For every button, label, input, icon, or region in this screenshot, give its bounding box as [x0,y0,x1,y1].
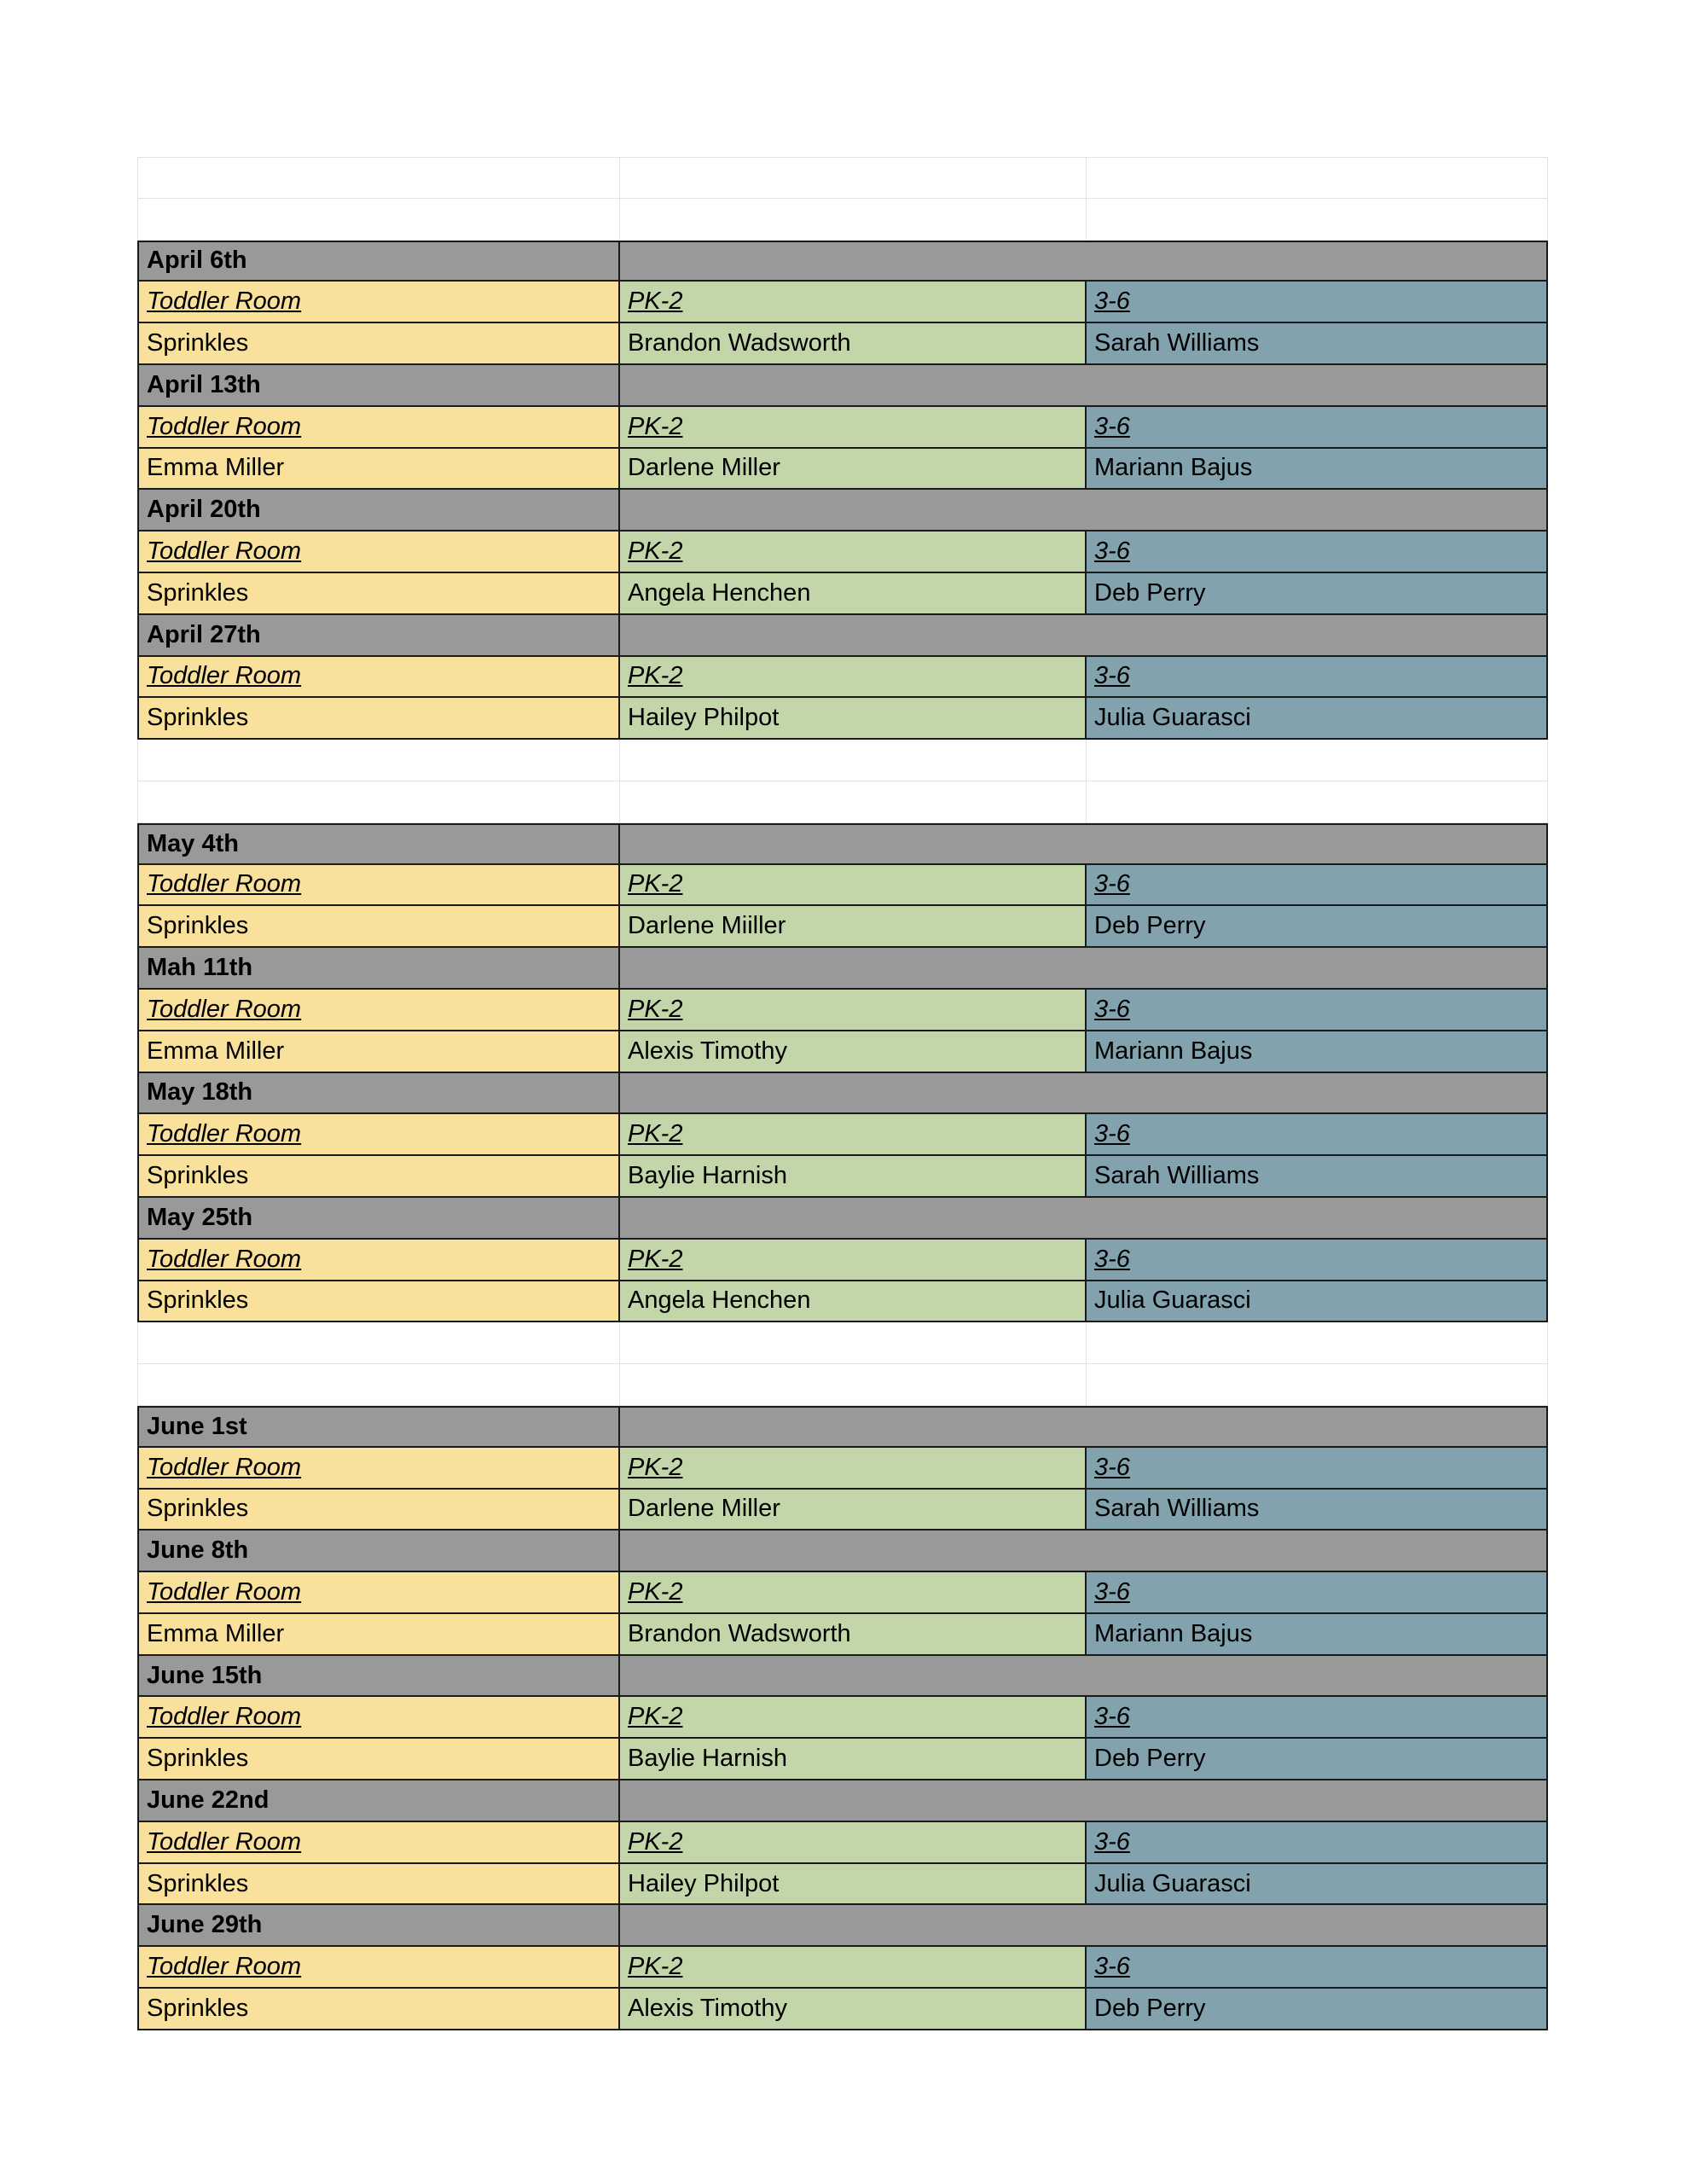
empty-cell[interactable] [620,1322,1087,1364]
pk2-volunteer-cell[interactable]: Brandon Wadsworth [620,1614,1087,1656]
pk2-label[interactable]: PK-2 [620,407,1087,449]
toddler-room-label[interactable]: Toddler Room [137,282,620,323]
toddler-volunteer-cell[interactable]: Emma Miller [137,1031,620,1073]
toddler-room-label[interactable]: Toddler Room [137,407,620,449]
grade36-label[interactable]: 3-6 [1087,1697,1548,1739]
week-date-row [137,948,1548,990]
pk2-volunteer-cell[interactable]: Darlene Miller [620,449,1087,491]
empty-cell[interactable] [137,781,620,823]
grade36-volunteer-cell[interactable]: Mariann Bajus [1087,449,1548,491]
pk2-volunteer-cell[interactable]: Brandon Wadsworth [620,323,1087,365]
toddler-room-label[interactable]: Toddler Room [137,1822,620,1864]
empty-cell[interactable] [137,740,620,781]
toddler-volunteer-cell[interactable]: Sprinkles [137,1989,620,2030]
week-date-cell[interactable]: April 6th [137,241,620,282]
room-label-row [137,657,1548,699]
volunteer-row [137,1989,1548,2030]
grade36-label[interactable]: 3-6 [1087,1572,1548,1614]
grade36-label[interactable]: 3-6 [1087,1114,1548,1156]
room-label-row [137,282,1548,323]
pk2-label[interactable]: PK-2 [620,1114,1087,1156]
grade36-volunteer-cell[interactable]: Mariann Bajus [1087,1614,1548,1656]
room-label-row [137,1822,1548,1864]
week-date-cell[interactable]: June 8th [137,1531,620,1572]
merged-header-cell[interactable] [620,1656,1548,1698]
pk2-label[interactable]: PK-2 [620,282,1087,323]
empty-row [137,740,1548,781]
pk2-volunteer-cell[interactable]: Hailey Philpot [620,1864,1087,1906]
week-date-cell[interactable]: June 22nd [137,1780,620,1822]
merged-header-cell[interactable] [620,1531,1548,1572]
empty-cell[interactable] [1087,781,1548,823]
volunteer-row [137,1490,1548,1531]
grade36-volunteer-cell[interactable]: Deb Perry [1087,906,1548,948]
grade36-label[interactable]: 3-6 [1087,990,1548,1031]
toddler-room-label[interactable]: Toddler Room [137,1572,620,1614]
volunteer-row [137,323,1548,365]
pk2-volunteer-cell[interactable]: Darlene Miller [620,1490,1087,1531]
merged-header-cell[interactable] [620,490,1548,531]
empty-cell[interactable] [1087,1364,1548,1406]
toddler-volunteer-cell[interactable]: Sprinkles [137,906,620,948]
pk2-label[interactable]: PK-2 [620,865,1087,907]
room-label-row [137,990,1548,1031]
grade36-volunteer-cell[interactable]: Sarah Williams [1087,1490,1548,1531]
week-date-row [137,1406,1548,1448]
empty-cell[interactable] [620,740,1087,781]
week-date-cell[interactable]: June 15th [137,1656,620,1698]
room-label-row [137,1114,1548,1156]
week-date-row [137,823,1548,865]
merged-header-cell[interactable] [620,615,1548,657]
week-date-row [137,1531,1548,1572]
empty-cell[interactable] [137,199,620,241]
empty-cell[interactable] [620,781,1087,823]
toddler-volunteer-cell[interactable]: Sprinkles [137,1864,620,1906]
grade36-label[interactable]: 3-6 [1087,282,1548,323]
toddler-volunteer-cell[interactable]: Sprinkles [137,1156,620,1198]
week-date-row [137,365,1548,407]
week-date-row [137,1905,1548,1947]
week-date-cell[interactable]: Mah 11th [137,948,620,990]
schedule-table [137,157,1548,2030]
pk2-label[interactable]: PK-2 [620,1448,1087,1490]
volunteer-row [137,449,1548,491]
toddler-volunteer-cell[interactable]: Sprinkles [137,1281,620,1323]
grade36-volunteer-cell[interactable]: Mariann Bajus [1087,1031,1548,1073]
pk2-volunteer-cell[interactable]: Baylie Harnish [620,1156,1087,1198]
pk2-label[interactable]: PK-2 [620,657,1087,699]
pk2-label[interactable]: PK-2 [620,1822,1087,1864]
empty-cell[interactable] [1087,157,1548,199]
merged-header-cell[interactable] [620,1073,1548,1115]
toddler-volunteer-cell[interactable]: Emma Miller [137,1614,620,1656]
volunteer-row [137,1031,1548,1073]
toddler-room-label[interactable]: Toddler Room [137,990,620,1031]
grade36-label[interactable]: 3-6 [1087,657,1548,699]
grade36-volunteer-cell[interactable]: Deb Perry [1087,1989,1548,2030]
empty-cell[interactable] [1087,1322,1548,1364]
merged-header-cell[interactable] [620,1905,1548,1947]
toddler-room-label[interactable]: Toddler Room [137,1947,620,1989]
grade36-label[interactable]: 3-6 [1087,1822,1548,1864]
merged-header-cell[interactable] [620,1406,1548,1448]
empty-row [137,1364,1548,1406]
week-date-row [137,1780,1548,1822]
toddler-room-label[interactable]: Toddler Room [137,1448,620,1490]
pk2-volunteer-cell[interactable]: Angela Henchen [620,1281,1087,1323]
volunteer-row [137,1739,1548,1780]
toddler-volunteer-cell[interactable]: Sprinkles [137,1739,620,1780]
grade36-volunteer-cell[interactable]: Julia Guarasci [1087,698,1548,740]
grade36-label[interactable]: 3-6 [1087,1947,1548,1989]
empty-cell[interactable] [137,157,620,199]
pk2-label[interactable]: PK-2 [620,1572,1087,1614]
empty-row [137,199,1548,241]
pk2-label[interactable]: PK-2 [620,531,1087,573]
pk2-volunteer-cell[interactable]: Baylie Harnish [620,1739,1087,1780]
toddler-volunteer-cell[interactable]: Emma Miller [137,449,620,491]
merged-header-cell[interactable] [620,365,1548,407]
week-date-cell[interactable]: May 4th [137,823,620,865]
grade36-label[interactable]: 3-6 [1087,407,1548,449]
empty-cell[interactable] [620,157,1087,199]
pk2-label[interactable]: PK-2 [620,1240,1087,1281]
toddler-volunteer-cell[interactable]: Sprinkles [137,323,620,365]
grade36-label[interactable]: 3-6 [1087,1240,1548,1281]
empty-cell[interactable] [620,1364,1087,1406]
room-label-row [137,1448,1548,1490]
week-date-cell[interactable]: June 29th [137,1905,620,1947]
empty-row [137,157,1548,199]
toddler-room-label[interactable]: Toddler Room [137,1114,620,1156]
grade36-label[interactable]: 3-6 [1087,1448,1548,1490]
pk2-label[interactable]: PK-2 [620,1947,1087,1989]
toddler-room-label[interactable]: Toddler Room [137,531,620,573]
toddler-room-label[interactable]: Toddler Room [137,1240,620,1281]
grade36-volunteer-cell[interactable]: Sarah Williams [1087,1156,1548,1198]
volunteer-row [137,1614,1548,1656]
grade36-label[interactable]: 3-6 [1087,865,1548,907]
empty-row [137,781,1548,823]
week-date-row [137,490,1548,531]
grade36-volunteer-cell[interactable]: Julia Guarasci [1087,1281,1548,1323]
volunteer-row [137,1156,1548,1198]
merged-header-cell[interactable] [620,823,1548,865]
room-label-row [137,1947,1548,1989]
volunteer-row [137,573,1548,615]
empty-cell[interactable] [1087,199,1548,241]
room-label-row [137,1697,1548,1739]
week-date-cell[interactable]: April 20th [137,490,620,531]
pk2-volunteer-cell[interactable]: Angela Henchen [620,573,1087,615]
grade36-volunteer-cell[interactable]: Deb Perry [1087,1739,1548,1780]
room-label-row [137,1240,1548,1281]
pk2-volunteer-cell[interactable]: Alexis Timothy [620,1031,1087,1073]
room-label-row [137,865,1548,907]
room-label-row [137,531,1548,573]
week-date-cell[interactable]: May 18th [137,1073,620,1115]
week-date-row [137,1198,1548,1240]
merged-header-cell[interactable] [620,948,1548,990]
week-date-row [137,1073,1548,1115]
pk2-volunteer-cell[interactable]: Hailey Philpot [620,698,1087,740]
volunteer-row [137,906,1548,948]
empty-cell[interactable] [137,1322,620,1364]
week-date-row [137,615,1548,657]
room-label-row [137,407,1548,449]
merged-header-cell[interactable] [620,1198,1548,1240]
empty-cell[interactable] [620,199,1087,241]
pk2-volunteer-cell[interactable]: Alexis Timothy [620,1989,1087,2030]
week-date-row [137,241,1548,282]
week-date-cell[interactable]: April 27th [137,615,620,657]
week-date-cell[interactable]: May 25th [137,1198,620,1240]
pk2-volunteer-cell[interactable]: Darlene Miiller [620,906,1087,948]
volunteer-row [137,698,1548,740]
empty-cell[interactable] [137,1364,620,1406]
toddler-volunteer-cell[interactable]: Sprinkles [137,1490,620,1531]
empty-row [137,1322,1548,1364]
grade36-label[interactable]: 3-6 [1087,531,1548,573]
room-label-row [137,1572,1548,1614]
week-date-cell[interactable]: April 13th [137,365,620,407]
week-date-cell[interactable]: June 1st [137,1406,620,1448]
toddler-room-label[interactable]: Toddler Room [137,657,620,699]
grade36-volunteer-cell[interactable]: Deb Perry [1087,573,1548,615]
grade36-volunteer-cell[interactable]: Julia Guarasci [1087,1864,1548,1906]
toddler-volunteer-cell[interactable]: Sprinkles [137,573,620,615]
merged-header-cell[interactable] [620,1780,1548,1822]
toddler-room-label[interactable]: Toddler Room [137,1697,620,1739]
volunteer-row [137,1864,1548,1906]
week-date-row [137,1656,1548,1698]
merged-header-cell[interactable] [620,241,1548,282]
pk2-label[interactable]: PK-2 [620,990,1087,1031]
pk2-label[interactable]: PK-2 [620,1697,1087,1739]
toddler-room-label[interactable]: Toddler Room [137,865,620,907]
empty-cell[interactable] [1087,740,1548,781]
toddler-volunteer-cell[interactable]: Sprinkles [137,698,620,740]
volunteer-row [137,1281,1548,1323]
grade36-volunteer-cell[interactable]: Sarah Williams [1087,323,1548,365]
